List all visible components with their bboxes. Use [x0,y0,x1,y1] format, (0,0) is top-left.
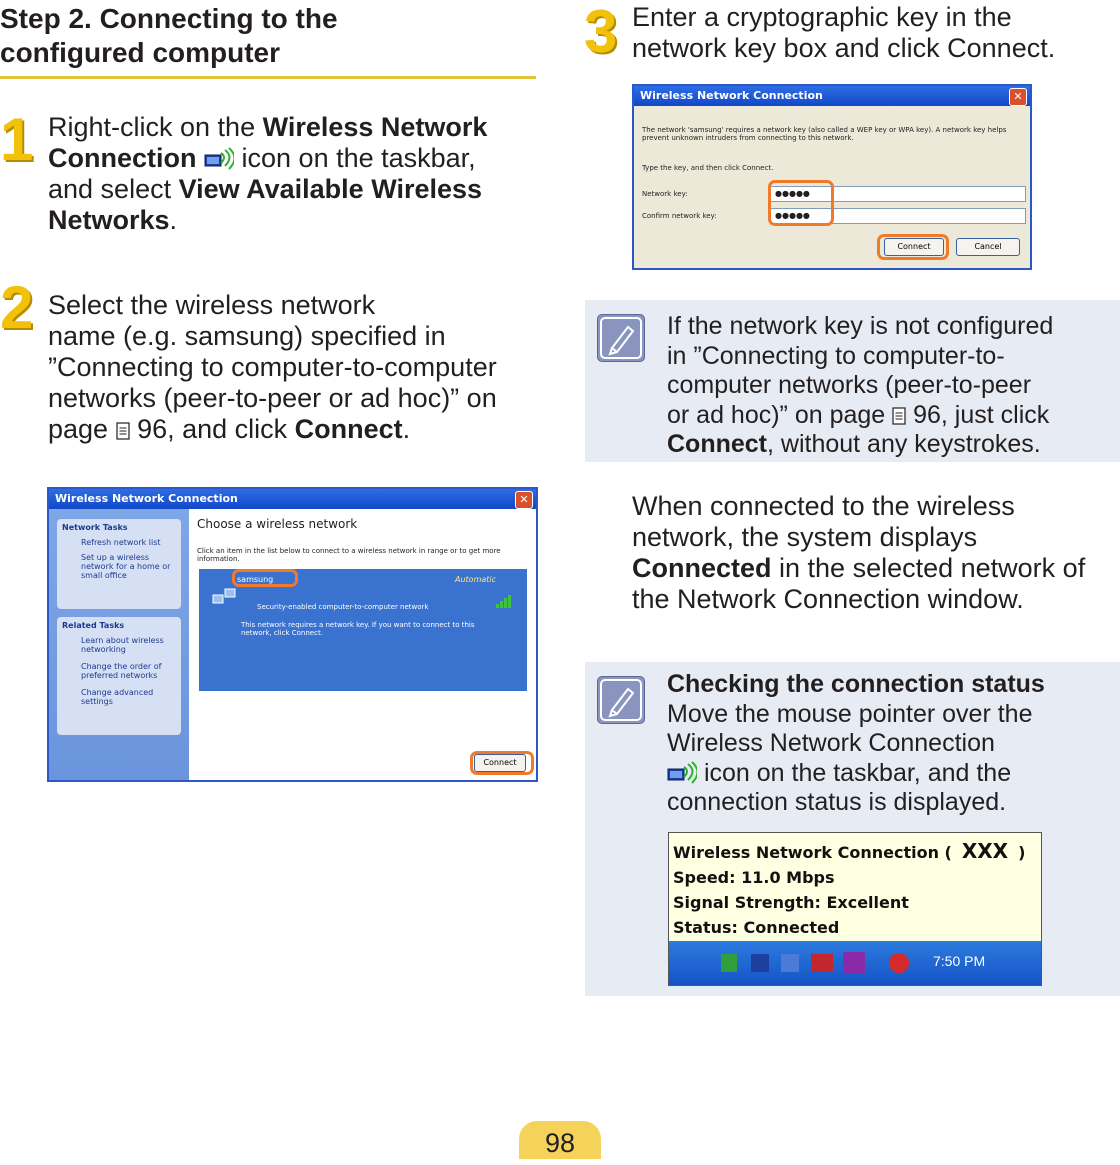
choose-network-header: Choose a wireless network [197,517,358,531]
network-tasks-box [57,519,181,609]
tooltip-signal: Signal Strength: Excellent [673,893,909,912]
tray-icons [721,951,921,977]
note-2-text [667,670,1117,818]
change-advanced-link[interactable]: Change advanced settings [81,688,154,706]
network-mode: Automatic [455,575,497,584]
note-2-line1: Move the mouse pointer over the [667,699,1033,728]
note-pencil-icon [597,676,645,724]
choose-network-instructions: Click an item in the list below to connect to a wireless network in range or to get more information. [197,547,501,563]
wireless-network-icon [667,761,697,785]
step-1-bold-c: View Available Wireless [178,174,483,204]
tooltip-text [673,839,1025,940]
network-tasks-header: Network Tasks [62,523,128,532]
network-requires-key: This network requires a network key. If you want to connect to this network, click Connect. [241,621,475,637]
setup-network-link[interactable]: Set up a wireless network for a home or small office [81,553,171,580]
wireless-computers-icon [211,585,237,609]
network-key-description: The network 'samsung' requires a network key (also called a WEP key or WPA key). A network key helps prevent unknown intruders from connecting to this network. [642,126,1007,142]
highlight-connect-button [470,751,534,775]
network-key-instruction: Type the key, and then click Connect. [642,164,774,172]
step-3-text [632,2,1120,64]
step-1-bold-d: Networks [48,205,170,235]
step-2-line3: ”Connecting to computer-to-computer [48,352,497,382]
step-2-line5b: 96, and click [129,414,295,444]
highlight-key-connect [877,234,949,260]
connect-button[interactable]: Connect [474,754,526,772]
note-1-line4b: 96, just click [906,400,1050,429]
para-connected-bold: Connected [632,553,772,583]
change-order-link[interactable]: Change the order of preferred networks [81,662,162,680]
tray-clock: 7:50 PM [933,953,986,969]
page-reference-icon [116,422,130,440]
note-2-line3: icon on the taskbar, and the [697,758,1012,787]
step-2-line1: Select the wireless network [48,290,376,320]
related-tasks-header: Related Tasks [62,621,125,630]
para-line4: the Network Connection window. [632,584,1024,614]
network-list-item-samsung[interactable] [199,569,527,691]
highlight-network-name [232,569,298,587]
note-2-title: Checking the connection status [667,670,1045,698]
para-line2: network, the system displays [632,522,978,552]
key-connect-button[interactable]: Connect [884,238,944,256]
step-3-line2: network key box and click Connect. [632,33,1056,63]
refresh-network-link[interactable]: Refresh network list [81,538,161,547]
note-1-line4a: or ad hoc)” on page [667,400,893,429]
network-key-input[interactable]: ●●●●● [770,186,1026,202]
note-1-connect-bold: Connect [667,430,767,458]
signal-strength-icon [495,593,515,609]
step-1-text-d: . [169,205,178,235]
page-reference-icon [892,407,906,425]
network-key-screenshot [632,84,1032,270]
note-pencil-icon [597,314,645,362]
step-1-text-c: and select [48,174,179,204]
step-1-text [48,112,538,236]
para-line3b: in the selected network of [771,553,1086,583]
step-2-line5d: . [402,414,411,444]
note-1-text [667,312,1117,460]
network-list-pane [189,509,536,780]
step-2-connect-bold: Connect [294,414,403,444]
step-1-number: 1 [0,106,34,173]
connection-status-tooltip [668,832,1042,986]
section-heading-line1: Step 2. Connecting to the [0,3,338,34]
taskbar-tray [669,941,1041,985]
tooltip-network-name: XXX [961,839,1009,863]
step-2-number: 2 [0,274,34,341]
step-1-text-a: Right-click on the [48,112,263,142]
connected-paragraph [632,491,1120,615]
note-1-line5b: , without any keystrokes. [767,430,1041,458]
step-3-line1: Enter a cryptographic key in the [632,2,1012,32]
choose-network-title: Wireless Network Connection [55,492,238,505]
related-tasks-box [57,617,181,735]
key-cancel-button[interactable]: Cancel [956,238,1020,256]
task-pane [49,509,189,780]
step-2-text [48,290,538,445]
tooltip-line1a: Wireless Network Connection ( [673,843,952,862]
step-1-text-b: icon on the taskbar, [234,143,476,173]
note-1-line1: If the network key is not configured [667,312,1054,340]
tooltip-speed: Speed: 11.0 Mbps [673,868,835,887]
tooltip-status: Status: Connected [673,918,840,937]
confirm-key-input[interactable]: ●●●●● [770,208,1026,224]
step-3-number: 3 [584,0,618,65]
wireless-network-icon [204,147,234,171]
confirm-key-label: Confirm network key: [642,212,717,220]
learn-wireless-link[interactable]: Learn about wireless networking [81,636,164,654]
note-1-line2: in ”Connecting to computer-to- [667,341,1005,370]
page-number: 98 [519,1121,601,1159]
network-name: samsung [237,575,274,584]
close-icon[interactable]: ✕ [515,491,533,509]
step-1-bold-b: Connection [48,143,197,173]
tooltip-line1c: ) [1018,843,1026,862]
network-key-label: Network key: [642,190,688,198]
network-key-titlebar [634,86,1030,106]
note-1-line3: computer networks (peer-to-peer [667,371,1032,399]
note-box-2 [585,662,1120,996]
choose-network-titlebar [49,489,536,509]
note-2-line4: connection status is displayed. [667,788,1007,816]
choose-network-screenshot [47,487,538,782]
step-1-bold-a: Wireless Network [262,112,488,142]
step-2-line4: networks (peer-to-peer or ad hoc)” on [48,383,497,413]
highlight-key-fields [768,180,834,226]
network-security: Security-enabled computer-to-computer network [257,603,429,611]
step-2-line2: name (e.g. samsung) specified in [48,321,446,351]
step-2-line5a: page [48,414,116,444]
note-2-line2: Wireless Network Connection [667,729,995,757]
network-key-title: Wireless Network Connection [640,89,823,102]
section-heading-line2: configured computer [0,37,281,68]
section-heading [0,2,536,79]
note-box-1 [585,300,1120,462]
close-icon[interactable]: ✕ [1009,88,1027,106]
para-line1: When connected to the wireless [632,491,1015,521]
